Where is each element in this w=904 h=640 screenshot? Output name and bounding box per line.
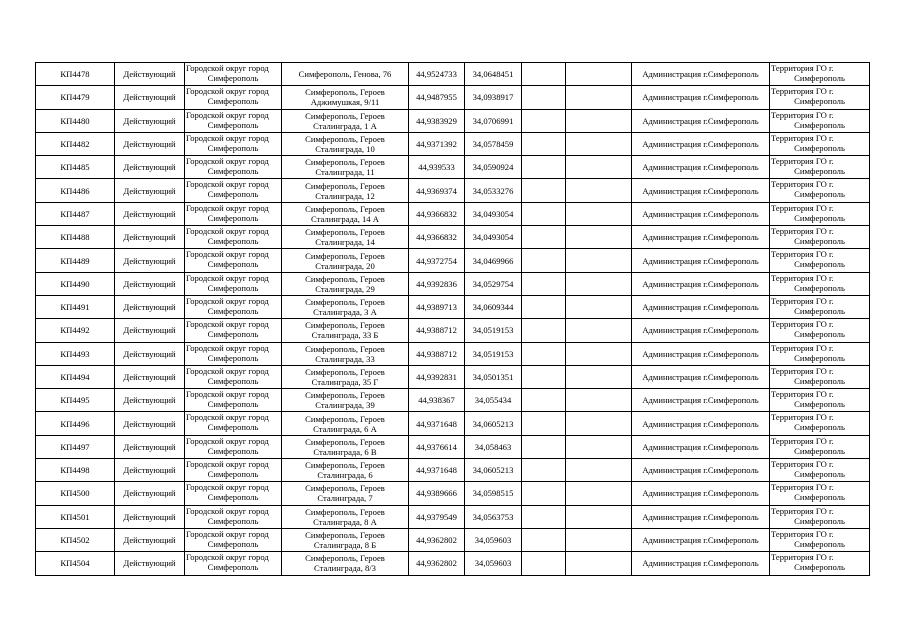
latitude-cell: 44,9376614 bbox=[409, 435, 465, 458]
territory-cell: Территория ГО г. Симферополь bbox=[770, 132, 870, 155]
territory-cell: Территория ГО г. Симферополь bbox=[770, 86, 870, 109]
latitude-cell: 44,9362802 bbox=[409, 552, 465, 575]
status-cell: Действующий bbox=[115, 528, 185, 551]
empty-cell bbox=[566, 249, 632, 272]
longitude-cell: 34,0563753 bbox=[465, 505, 522, 528]
latitude-cell: 44,9371392 bbox=[409, 132, 465, 155]
organization-cell: Администрация г.Симферополь bbox=[632, 132, 770, 155]
code-cell: КП4488 bbox=[36, 226, 115, 249]
code-cell: КП4480 bbox=[36, 109, 115, 132]
status-cell: Действующий bbox=[115, 132, 185, 155]
territory-cell: Территория ГО г. Симферополь bbox=[770, 412, 870, 435]
empty-cell bbox=[566, 156, 632, 179]
organization-cell: Администрация г.Симферополь bbox=[632, 109, 770, 132]
code-cell: КП4478 bbox=[36, 63, 115, 86]
organization-cell: Администрация г.Симферополь bbox=[632, 528, 770, 551]
empty-cell bbox=[566, 63, 632, 86]
code-cell: КП4487 bbox=[36, 202, 115, 225]
territory-cell: Территория ГО г. Симферополь bbox=[770, 156, 870, 179]
address-cell: Симферополь, Генова, 76 bbox=[282, 63, 409, 86]
organization-cell: Администрация г.Симферополь bbox=[632, 435, 770, 458]
organization-cell: Администрация г.Симферополь bbox=[632, 295, 770, 318]
empty-cell bbox=[522, 156, 566, 179]
empty-cell bbox=[566, 365, 632, 388]
status-cell: Действующий bbox=[115, 156, 185, 179]
organization-cell: Администрация г.Симферополь bbox=[632, 342, 770, 365]
longitude-cell: 34,0469966 bbox=[465, 249, 522, 272]
longitude-cell: 34,0598515 bbox=[465, 482, 522, 505]
municipality-cell: Городской округ город Симферополь bbox=[185, 319, 282, 342]
longitude-cell: 34,0648451 bbox=[465, 63, 522, 86]
latitude-cell: 44,9389666 bbox=[409, 482, 465, 505]
organization-cell: Администрация г.Симферополь bbox=[632, 412, 770, 435]
table-row bbox=[36, 202, 870, 225]
longitude-cell: 34,0519153 bbox=[465, 319, 522, 342]
status-cell: Действующий bbox=[115, 505, 185, 528]
code-cell: КП4479 bbox=[36, 86, 115, 109]
organization-cell: Администрация г.Симферополь bbox=[632, 86, 770, 109]
code-cell: КП4495 bbox=[36, 389, 115, 412]
empty-cell bbox=[566, 272, 632, 295]
territory-cell: Территория ГО г. Симферополь bbox=[770, 365, 870, 388]
territory-cell: Территория ГО г. Симферополь bbox=[770, 435, 870, 458]
code-cell: КП4485 bbox=[36, 156, 115, 179]
organization-cell: Администрация г.Симферополь bbox=[632, 63, 770, 86]
empty-cell bbox=[566, 528, 632, 551]
organization-cell: Администрация г.Симферополь bbox=[632, 505, 770, 528]
address-cell: Симферополь, Героев Сталинграда, 29 bbox=[282, 272, 409, 295]
table-row bbox=[36, 319, 870, 342]
municipality-cell: Городской округ город Симферополь bbox=[185, 505, 282, 528]
organization-cell: Администрация г.Симферополь bbox=[632, 365, 770, 388]
empty-cell bbox=[522, 505, 566, 528]
territory-cell: Территория ГО г. Симферополь bbox=[770, 226, 870, 249]
longitude-cell: 34,059603 bbox=[465, 528, 522, 551]
municipality-cell: Городской округ город Симферополь bbox=[185, 63, 282, 86]
empty-cell bbox=[566, 459, 632, 482]
longitude-cell: 34,0493054 bbox=[465, 202, 522, 225]
status-cell: Действующий bbox=[115, 342, 185, 365]
status-cell: Действующий bbox=[115, 226, 185, 249]
address-cell: Симферополь, Героев Сталинграда, 6 А bbox=[282, 412, 409, 435]
address-cell: Симферополь, Героев Сталинграда, 12 bbox=[282, 179, 409, 202]
municipality-cell: Городской округ город Симферополь bbox=[185, 482, 282, 505]
address-cell: Симферополь, Героев Аджимушкая, 9/11 bbox=[282, 86, 409, 109]
longitude-cell: 34,0938917 bbox=[465, 86, 522, 109]
address-cell: Симферополь, Героев Сталинграда, 10 bbox=[282, 132, 409, 155]
municipality-cell: Городской округ город Симферополь bbox=[185, 156, 282, 179]
longitude-cell: 34,0609344 bbox=[465, 295, 522, 318]
municipality-cell: Городской округ город Симферополь bbox=[185, 342, 282, 365]
code-cell: КП4496 bbox=[36, 412, 115, 435]
longitude-cell: 34,0519153 bbox=[465, 342, 522, 365]
municipality-cell: Городской округ город Симферополь bbox=[185, 552, 282, 575]
longitude-cell: 34,0605213 bbox=[465, 459, 522, 482]
code-cell: КП4482 bbox=[36, 132, 115, 155]
status-cell: Действующий bbox=[115, 459, 185, 482]
address-cell: Симферополь, Героев Сталинграда, 33 Б bbox=[282, 319, 409, 342]
status-cell: Действующий bbox=[115, 295, 185, 318]
territory-cell: Территория ГО г. Симферополь bbox=[770, 552, 870, 575]
empty-cell bbox=[522, 412, 566, 435]
address-cell: Симферополь, Героев Сталинграда, 11 bbox=[282, 156, 409, 179]
longitude-cell: 34,055434 bbox=[465, 389, 522, 412]
status-cell: Действующий bbox=[115, 272, 185, 295]
empty-cell bbox=[522, 63, 566, 86]
municipality-cell: Городской округ город Симферополь bbox=[185, 389, 282, 412]
longitude-cell: 34,059603 bbox=[465, 552, 522, 575]
registry-table bbox=[35, 62, 870, 576]
latitude-cell: 44,9369374 bbox=[409, 179, 465, 202]
organization-cell: Администрация г.Симферополь bbox=[632, 272, 770, 295]
empty-cell bbox=[522, 202, 566, 225]
empty-cell bbox=[522, 249, 566, 272]
address-cell: Симферополь, Героев Сталинграда, 35 Г bbox=[282, 365, 409, 388]
organization-cell: Администрация г.Симферополь bbox=[632, 319, 770, 342]
code-cell: КП4491 bbox=[36, 295, 115, 318]
latitude-cell: 44,9366832 bbox=[409, 202, 465, 225]
empty-cell bbox=[566, 226, 632, 249]
organization-cell: Администрация г.Симферополь bbox=[632, 552, 770, 575]
empty-cell bbox=[566, 132, 632, 155]
empty-cell bbox=[522, 365, 566, 388]
address-cell: Симферополь, Героев Сталинграда, 39 bbox=[282, 389, 409, 412]
empty-cell bbox=[522, 435, 566, 458]
municipality-cell: Городской округ город Симферополь bbox=[185, 226, 282, 249]
address-cell: Симферополь, Героев Сталинграда, 8 Б bbox=[282, 528, 409, 551]
territory-cell: Территория ГО г. Симферополь bbox=[770, 249, 870, 272]
territory-cell: Территория ГО г. Симферополь bbox=[770, 295, 870, 318]
table-row bbox=[36, 86, 870, 109]
territory-cell: Территория ГО г. Симферополь bbox=[770, 482, 870, 505]
address-cell: Симферополь, Героев Сталинграда, 20 bbox=[282, 249, 409, 272]
status-cell: Действующий bbox=[115, 552, 185, 575]
code-cell: КП4504 bbox=[36, 552, 115, 575]
organization-cell: Администрация г.Симферополь bbox=[632, 249, 770, 272]
status-cell: Действующий bbox=[115, 435, 185, 458]
latitude-cell: 44,939533 bbox=[409, 156, 465, 179]
territory-cell: Территория ГО г. Симферополь bbox=[770, 109, 870, 132]
latitude-cell: 44,9383929 bbox=[409, 109, 465, 132]
longitude-cell: 34,0493054 bbox=[465, 226, 522, 249]
municipality-cell: Городской округ город Симферополь bbox=[185, 295, 282, 318]
code-cell: КП4490 bbox=[36, 272, 115, 295]
latitude-cell: 44,9362802 bbox=[409, 528, 465, 551]
territory-cell: Территория ГО г. Симферополь bbox=[770, 389, 870, 412]
empty-cell bbox=[566, 295, 632, 318]
address-cell: Симферополь, Героев Сталинграда, 3 А bbox=[282, 295, 409, 318]
table-row bbox=[36, 226, 870, 249]
empty-cell bbox=[566, 412, 632, 435]
status-cell: Действующий bbox=[115, 202, 185, 225]
latitude-cell: 44,9372754 bbox=[409, 249, 465, 272]
code-cell: КП4498 bbox=[36, 459, 115, 482]
table-row bbox=[36, 389, 870, 412]
empty-cell bbox=[566, 86, 632, 109]
municipality-cell: Городской округ город Симферополь bbox=[185, 86, 282, 109]
code-cell: КП4497 bbox=[36, 435, 115, 458]
empty-cell bbox=[522, 295, 566, 318]
status-cell: Действующий bbox=[115, 86, 185, 109]
table-row bbox=[36, 482, 870, 505]
table-row bbox=[36, 295, 870, 318]
table-row bbox=[36, 412, 870, 435]
table-row bbox=[36, 132, 870, 155]
latitude-cell: 44,9389713 bbox=[409, 295, 465, 318]
table-row bbox=[36, 109, 870, 132]
municipality-cell: Городской округ город Симферополь bbox=[185, 459, 282, 482]
code-cell: КП4501 bbox=[36, 505, 115, 528]
empty-cell bbox=[566, 435, 632, 458]
table-row bbox=[36, 249, 870, 272]
empty-cell bbox=[522, 319, 566, 342]
latitude-cell: 44,9371648 bbox=[409, 459, 465, 482]
empty-cell bbox=[522, 86, 566, 109]
latitude-cell: 44,938367 bbox=[409, 389, 465, 412]
municipality-cell: Городской округ город Симферополь bbox=[185, 179, 282, 202]
empty-cell bbox=[522, 528, 566, 551]
municipality-cell: Городской округ город Симферополь bbox=[185, 109, 282, 132]
longitude-cell: 34,0578459 bbox=[465, 132, 522, 155]
empty-cell bbox=[522, 132, 566, 155]
latitude-cell: 44,9371648 bbox=[409, 412, 465, 435]
longitude-cell: 34,0706991 bbox=[465, 109, 522, 132]
table-row bbox=[36, 272, 870, 295]
table-row bbox=[36, 528, 870, 551]
longitude-cell: 34,0590924 bbox=[465, 156, 522, 179]
empty-cell bbox=[566, 319, 632, 342]
table-row bbox=[36, 365, 870, 388]
empty-cell bbox=[522, 179, 566, 202]
empty-cell bbox=[566, 179, 632, 202]
empty-cell bbox=[566, 389, 632, 412]
longitude-cell: 34,0501351 bbox=[465, 365, 522, 388]
organization-cell: Администрация г.Симферополь bbox=[632, 459, 770, 482]
territory-cell: Территория ГО г. Симферополь bbox=[770, 505, 870, 528]
empty-cell bbox=[566, 109, 632, 132]
table-row bbox=[36, 342, 870, 365]
code-cell: КП4500 bbox=[36, 482, 115, 505]
empty-cell bbox=[522, 389, 566, 412]
territory-cell: Территория ГО г. Симферополь bbox=[770, 319, 870, 342]
address-cell: Симферополь, Героев Сталинграда, 1 А bbox=[282, 109, 409, 132]
empty-cell bbox=[522, 552, 566, 575]
organization-cell: Администрация г.Симферополь bbox=[632, 482, 770, 505]
status-cell: Действующий bbox=[115, 412, 185, 435]
latitude-cell: 44,9388712 bbox=[409, 342, 465, 365]
status-cell: Действующий bbox=[115, 365, 185, 388]
empty-cell bbox=[522, 459, 566, 482]
code-cell: КП4486 bbox=[36, 179, 115, 202]
address-cell: Симферополь, Героев Сталинграда, 14 А bbox=[282, 202, 409, 225]
status-cell: Действующий bbox=[115, 482, 185, 505]
table-row bbox=[36, 179, 870, 202]
organization-cell: Администрация г.Симферополь bbox=[632, 179, 770, 202]
latitude-cell: 44,9524733 bbox=[409, 63, 465, 86]
territory-cell: Территория ГО г. Симферополь bbox=[770, 272, 870, 295]
municipality-cell: Городской округ город Симферополь bbox=[185, 435, 282, 458]
address-cell: Симферополь, Героев Сталинграда, 7 bbox=[282, 482, 409, 505]
empty-cell bbox=[566, 342, 632, 365]
address-cell: Симферополь, Героев Сталинграда, 14 bbox=[282, 226, 409, 249]
table-row bbox=[36, 459, 870, 482]
table-row bbox=[36, 435, 870, 458]
organization-cell: Администрация г.Симферополь bbox=[632, 226, 770, 249]
empty-cell bbox=[566, 505, 632, 528]
latitude-cell: 44,9379549 bbox=[409, 505, 465, 528]
address-cell: Симферополь, Героев Сталинграда, 6 В bbox=[282, 435, 409, 458]
table-row bbox=[36, 156, 870, 179]
empty-cell bbox=[522, 272, 566, 295]
territory-cell: Территория ГО г. Симферополь bbox=[770, 63, 870, 86]
longitude-cell: 34,0533276 bbox=[465, 179, 522, 202]
empty-cell bbox=[522, 482, 566, 505]
address-cell: Симферополь, Героев Сталинграда, 8 А bbox=[282, 505, 409, 528]
empty-cell bbox=[566, 482, 632, 505]
code-cell: КП4492 bbox=[36, 319, 115, 342]
organization-cell: Администрация г.Симферополь bbox=[632, 202, 770, 225]
status-cell: Действующий bbox=[115, 319, 185, 342]
status-cell: Действующий bbox=[115, 179, 185, 202]
territory-cell: Территория ГО г. Симферополь bbox=[770, 459, 870, 482]
status-cell: Действующий bbox=[115, 63, 185, 86]
longitude-cell: 34,0529754 bbox=[465, 272, 522, 295]
empty-cell bbox=[522, 342, 566, 365]
longitude-cell: 34,058463 bbox=[465, 435, 522, 458]
empty-cell bbox=[566, 202, 632, 225]
latitude-cell: 44,9366832 bbox=[409, 226, 465, 249]
table-body bbox=[36, 63, 870, 576]
status-cell: Действующий bbox=[115, 249, 185, 272]
empty-cell bbox=[522, 226, 566, 249]
address-cell: Симферополь, Героев Сталинграда, 33 bbox=[282, 342, 409, 365]
territory-cell: Территория ГО г. Симферополь bbox=[770, 202, 870, 225]
address-cell: Симферополь, Героев Сталинграда, 8/3 bbox=[282, 552, 409, 575]
municipality-cell: Городской округ город Симферополь bbox=[185, 272, 282, 295]
territory-cell: Территория ГО г. Симферополь bbox=[770, 342, 870, 365]
latitude-cell: 44,9392831 bbox=[409, 365, 465, 388]
status-cell: Действующий bbox=[115, 389, 185, 412]
table-row bbox=[36, 505, 870, 528]
municipality-cell: Городской округ город Симферополь bbox=[185, 132, 282, 155]
code-cell: КП4493 bbox=[36, 342, 115, 365]
municipality-cell: Городской округ город Симферополь bbox=[185, 528, 282, 551]
table-row bbox=[36, 63, 870, 86]
code-cell: КП4489 bbox=[36, 249, 115, 272]
organization-cell: Администрация г.Симферополь bbox=[632, 156, 770, 179]
code-cell: КП4494 bbox=[36, 365, 115, 388]
empty-cell bbox=[566, 552, 632, 575]
municipality-cell: Городской округ город Симферополь bbox=[185, 365, 282, 388]
table-row bbox=[36, 552, 870, 575]
municipality-cell: Городской округ город Симферополь bbox=[185, 412, 282, 435]
address-cell: Симферополь, Героев Сталинграда, 6 bbox=[282, 459, 409, 482]
latitude-cell: 44,9487955 bbox=[409, 86, 465, 109]
status-cell: Действующий bbox=[115, 109, 185, 132]
latitude-cell: 44,9388712 bbox=[409, 319, 465, 342]
municipality-cell: Городской округ город Симферополь bbox=[185, 202, 282, 225]
latitude-cell: 44,9392836 bbox=[409, 272, 465, 295]
empty-cell bbox=[522, 109, 566, 132]
code-cell: КП4502 bbox=[36, 528, 115, 551]
territory-cell: Территория ГО г. Симферополь bbox=[770, 179, 870, 202]
territory-cell: Территория ГО г. Симферополь bbox=[770, 528, 870, 551]
organization-cell: Администрация г.Симферополь bbox=[632, 389, 770, 412]
longitude-cell: 34,0605213 bbox=[465, 412, 522, 435]
municipality-cell: Городской округ город Симферополь bbox=[185, 249, 282, 272]
